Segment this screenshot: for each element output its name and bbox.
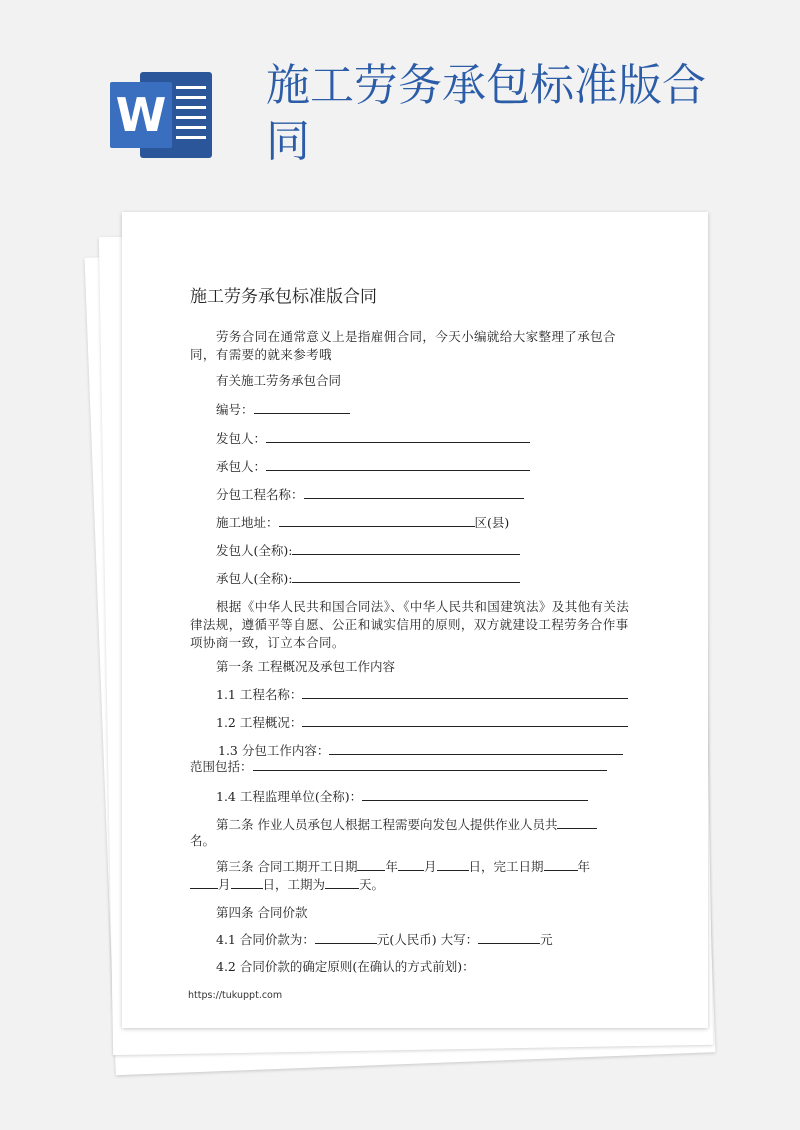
scope-label: 范围包括： [190, 759, 253, 774]
item-1-3-label: 1.3 分包工作内容： [218, 743, 330, 758]
item-1-1-label: 1.1 工程名称： [216, 687, 303, 702]
employer-full-label: 发包人(全称): [216, 543, 293, 558]
item-1-1-blank [302, 686, 628, 699]
days-label: 天。 [359, 877, 385, 892]
employer-blank [266, 430, 530, 443]
number-blank [254, 401, 350, 414]
site-address-field [216, 514, 509, 532]
document-page [122, 212, 708, 1028]
workers-count-blank [557, 816, 597, 829]
duration-blank [325, 876, 359, 889]
site-address-blank [279, 514, 475, 527]
price-unit-label: 元(人民币) 大写： [376, 932, 479, 947]
duration-label: 日，工期为 [262, 877, 326, 892]
article-4-heading: 第四条 合同价款 [216, 905, 308, 920]
end-day-blank [231, 876, 263, 889]
item-1-2-label: 1.2 工程概况： [216, 715, 303, 730]
yuan-label: 元 [540, 932, 553, 947]
footer-url: https://tukuppt.com [188, 990, 283, 1001]
article-2-end: 名。 [190, 833, 216, 848]
number-label: 编号： [216, 402, 254, 417]
year-label: 年 [577, 859, 591, 874]
contractor-field [216, 458, 530, 476]
price-words-blank [478, 931, 540, 944]
article-1-heading: 第一条 工程概况及承包工作内容 [216, 659, 395, 674]
sub-project-label: 分包工程名称： [216, 487, 304, 502]
item-1-4-blank [362, 788, 588, 801]
start-month-blank [398, 858, 424, 871]
contractor-label: 承包人： [216, 459, 267, 474]
employer-full-blank [292, 542, 520, 555]
item-1-4-label: 1.4 工程监理单位(全称)： [216, 789, 363, 804]
scope-field [190, 758, 607, 776]
item-1-3-blank [329, 742, 623, 755]
employer-full-field [216, 542, 520, 560]
intro-paragraph: 劳务合同在通常意义上是指雇佣合同，今天小编就给大家整理了承包合同，有需要的就来参考哦 [190, 329, 616, 362]
article-3-line-2 [190, 876, 384, 894]
year-label: 年 [385, 859, 398, 874]
article-3-text: 第三条 合同工期开工日期 [216, 859, 358, 874]
employer-field [216, 430, 530, 448]
item-1-1-field [216, 686, 628, 704]
price-blank [315, 931, 377, 944]
contractor-full-label: 承包人(全称): [216, 571, 293, 586]
page-title: 施工劳务承包标准版合同 [266, 60, 706, 167]
contractor-full-blank [292, 570, 520, 583]
start-day-blank [437, 858, 469, 871]
number-field [216, 401, 350, 419]
end-year-blank [544, 858, 578, 871]
item-4-1-field [216, 931, 553, 949]
completion-date-label: 日，完工日期 [468, 859, 544, 874]
employer-label: 发包人： [216, 431, 267, 446]
sub-project-blank [304, 486, 524, 499]
month-label: 月 [424, 859, 437, 874]
item-1-2-field [216, 714, 628, 732]
item-4-2: 4.2 合同价款的确定原则(在确认的方式前划)： [216, 959, 475, 974]
district-suffix: 区(县) [474, 515, 510, 530]
word-document-icon [110, 72, 214, 158]
month-label: 月 [218, 877, 231, 892]
word-icon-letter: W [110, 82, 172, 148]
end-month-blank [190, 876, 218, 889]
scope-blank [253, 758, 607, 771]
document-title: 施工劳务承包标准版合同 [190, 287, 377, 307]
basis-paragraph: 根据《中华人民共和国合同法》、《中华人民共和国建筑法》及其他有关法律法规，遵循平等自愿、公正和诚实信用的原则，双方就建设工程劳务合作事项协商一致，订立本合同。 [190, 599, 630, 650]
contractor-blank [266, 458, 530, 471]
article-2-line [216, 816, 597, 834]
item-4-1-label: 4.1 合同价款为： [216, 932, 315, 947]
start-year-blank [357, 858, 385, 871]
sub-project-field [216, 486, 524, 504]
article-3-line-1 [216, 858, 590, 876]
item-1-4-field [216, 788, 588, 806]
site-address-label: 施工地址： [216, 515, 279, 530]
contractor-full-field [216, 570, 520, 588]
item-1-2-blank [302, 714, 628, 727]
contract-subtitle: 有关施工劳务承包合同 [216, 373, 342, 388]
article-2-text: 第二条 作业人员承包人根据工程需要向发包人提供作业人员共 [216, 817, 558, 832]
